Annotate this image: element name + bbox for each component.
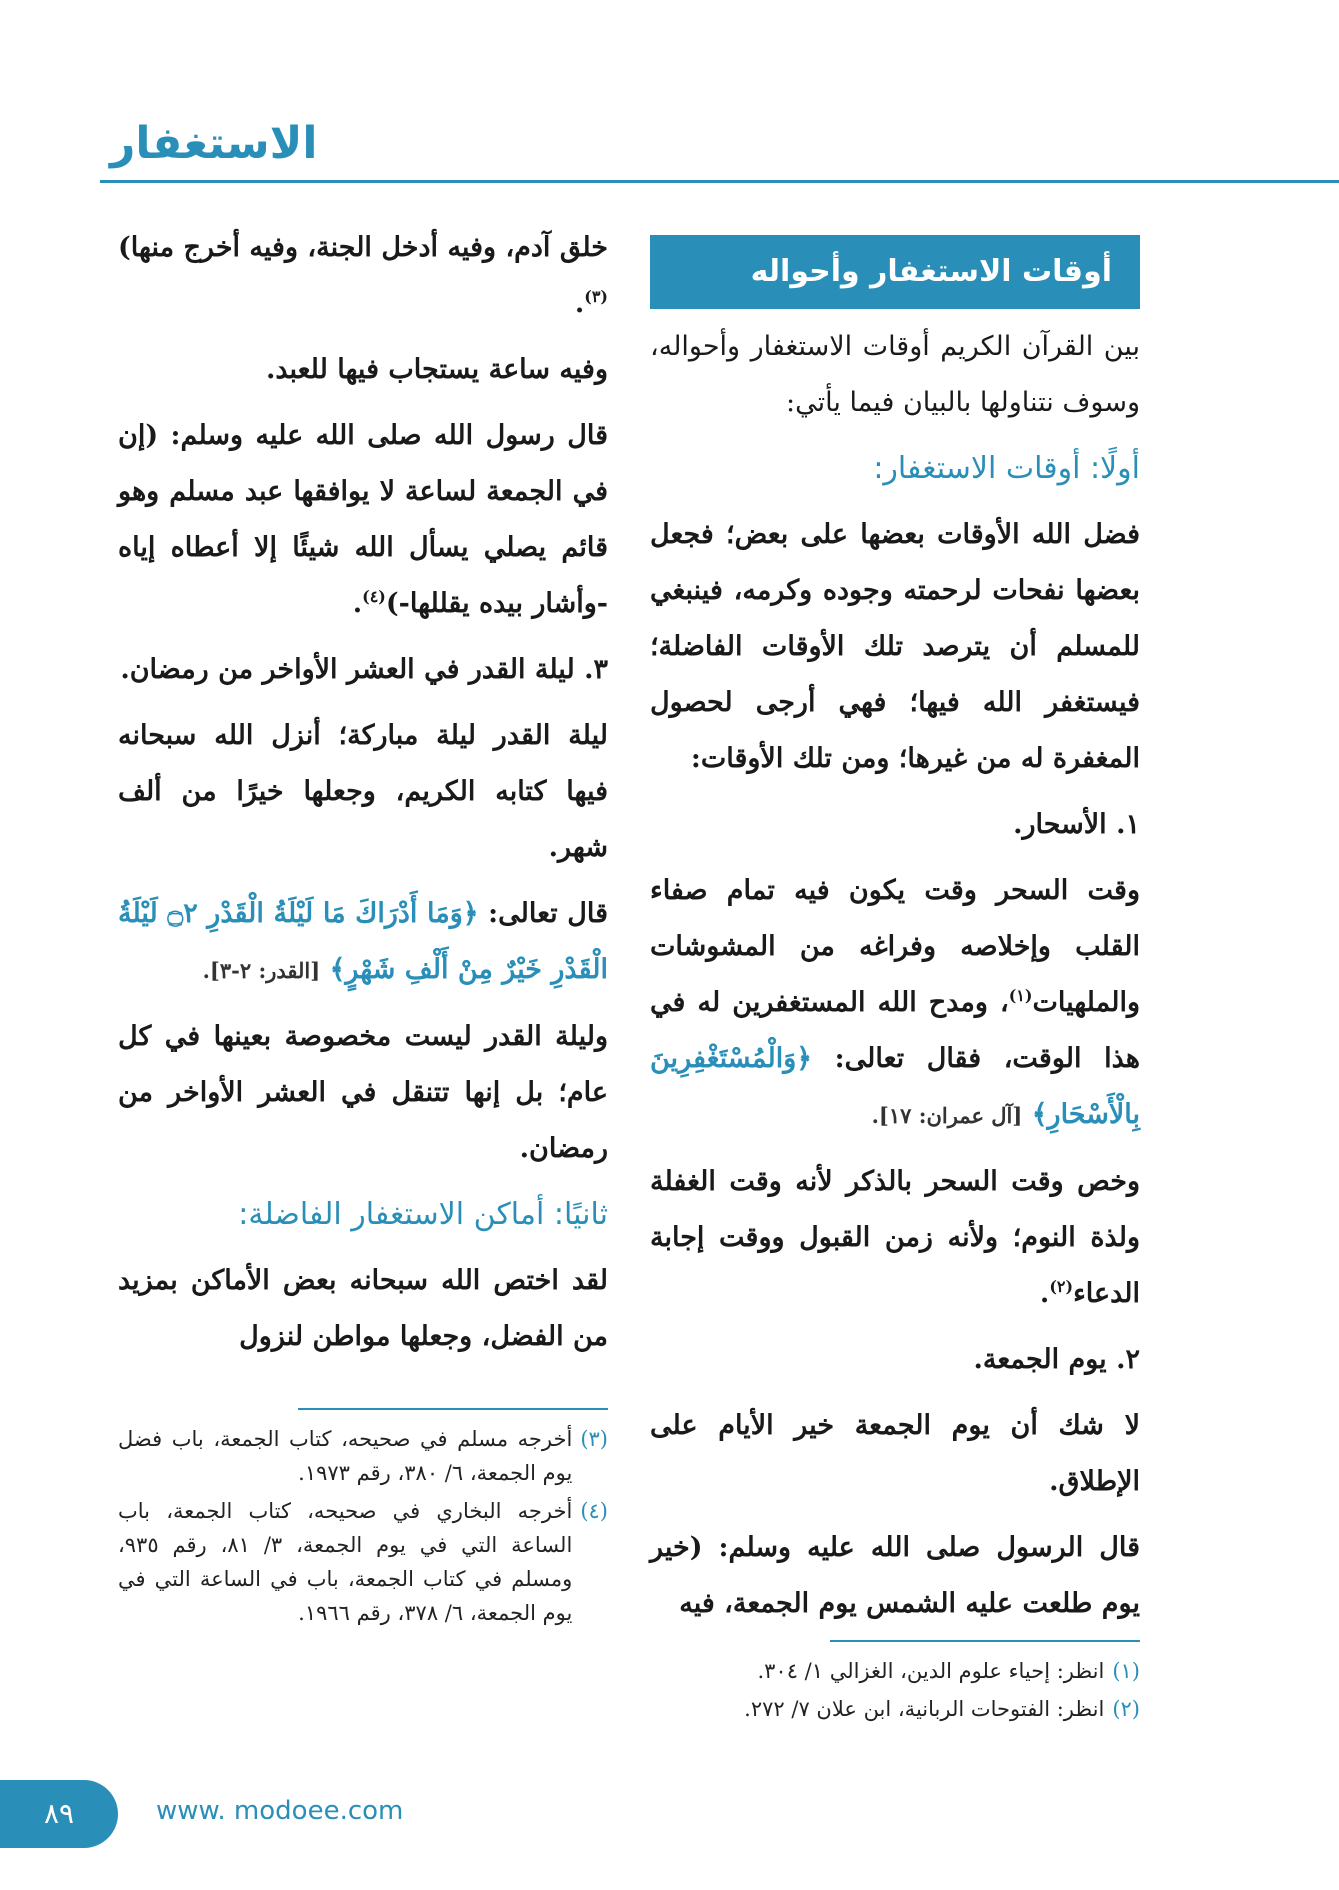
verse-reference-1: [آل عمران: ١٧]. bbox=[871, 1103, 1023, 1128]
right-column bbox=[650, 235, 1140, 1642]
footnote-text: انظر: إحياء علوم الدين، الغزالي ١/ ٣٠٤. bbox=[757, 1659, 1105, 1683]
section-title: أوقات الاستغفار وأحواله bbox=[650, 235, 1140, 309]
footnote-marker-4[interactable]: (٤) bbox=[362, 587, 386, 606]
paragraph-dawn-reason bbox=[650, 1154, 1140, 1322]
paragraph-dawn-text: وقت السحر وقت يكون فيه تمام صفاء القلب وإخلاصه وفراغه من المشوشات والملهيات bbox=[650, 875, 1140, 1018]
footnotes-right bbox=[650, 1640, 1140, 1730]
paragraph-friday-hour: وفيه ساعة يستجاب فيها للعبد. bbox=[265, 354, 608, 385]
hadith-continuation-end: . bbox=[574, 288, 585, 319]
verse-intro: قال تعالى: bbox=[488, 898, 608, 929]
paragraph-qadr-verse bbox=[118, 886, 608, 999]
paragraph-friday: لا شك أن يوم الجمعة خير الأيام على الإطلاق. bbox=[650, 1410, 1140, 1497]
footnote-item bbox=[650, 1692, 1140, 1726]
item-title-friday: ٢. يوم الجمعة. bbox=[973, 1344, 1140, 1375]
hadith-quote: (إن في الجمعة لساعة لا يوافقها عبد مسلم وهو قائم يصلي يسأل الله شيئًا إلا أعطاه إياه -وأشار بيده يقللها-) bbox=[118, 420, 608, 619]
paragraph-dawn-text-b: ، ومدح الله المستغفرين له في هذا الوقت، فقال تعالى: bbox=[650, 987, 1140, 1074]
footnote-number: (٣) bbox=[580, 1427, 608, 1451]
footnote-marker-1[interactable]: (١) bbox=[1008, 986, 1033, 1005]
paragraph-dawn-reason-text: وخص وقت السحر بالذكر لأنه وقت الغفلة ولذة النوم؛ ولأنه زمن القبول ووقت إجابة الدعاء bbox=[650, 1166, 1140, 1309]
footnote-text: أخرجه البخاري في صحيحه، كتاب الجمعة، باب الساعة التي في يوم الجمعة، ٣/ ٨١، رقم ٩٣٥، ومسلم في كتاب الجمعة، باب في الساعة التي في يوم الجمعة، ٦/ ٣٧٨، رقم ١٩٦٦. bbox=[118, 1499, 573, 1625]
footnote-number: (٢) bbox=[1112, 1697, 1140, 1721]
intro-paragraph: بين القرآن الكريم أوقات الاستغفار وأحواله، وسوف نتناولها بالبيان فيما يأتي: bbox=[650, 331, 1140, 418]
quran-verse-1: ﴿وَالْمُسْتَغْفِرِينَ بِالْأَسْحَارِ﴾ bbox=[650, 1043, 1140, 1130]
paragraph-dawn bbox=[650, 863, 1140, 1144]
footnote-number: (١) bbox=[1112, 1659, 1140, 1683]
footnotes-left bbox=[118, 1408, 608, 1634]
footnote-number: (٤) bbox=[580, 1499, 608, 1523]
subheading-places: ثانيًا: أماكن الاستغفار الفاضلة: bbox=[238, 1197, 608, 1232]
paragraph-qadr-timing: وليلة القدر ليست مخصوصة بعينها في كل عام؛ بل إنها تتنقل في العشر الأواخر من رمضان. bbox=[118, 1021, 608, 1164]
footnote-item bbox=[118, 1422, 608, 1490]
paragraph-hadith-continuation bbox=[118, 220, 608, 332]
footnote-item bbox=[118, 1494, 608, 1630]
footnote-item bbox=[650, 1654, 1140, 1688]
paragraph-friday-hour-hadith bbox=[118, 408, 608, 632]
footnote-divider-left bbox=[298, 1408, 608, 1410]
footnote-text: أخرجه مسلم في صحيحه، كتاب الجمعة، باب فضل يوم الجمعة، ٦/ ٣٨٠، رقم ١٩٧٣. bbox=[118, 1427, 573, 1485]
paragraph-dawn-reason-end: . bbox=[1039, 1278, 1050, 1309]
paragraph-friday-hadith: قال الرسول صلى الله عليه وسلم: (خير يوم طلعت عليه الشمس يوم الجمعة، فيه bbox=[650, 1532, 1140, 1619]
page-number-badge: ٨٩ bbox=[0, 1780, 118, 1848]
left-column bbox=[118, 220, 608, 1375]
item-title-dawn: ١. الأسحار. bbox=[1013, 809, 1140, 840]
hadith-continuation-text: خلق آدم، وفيه أدخل الجنة، وفيه أخرج منها) bbox=[118, 232, 608, 263]
hadith-intro: قال رسول الله صلى الله عليه وسلم: bbox=[170, 420, 608, 451]
hadith-quote-end: . bbox=[352, 588, 363, 619]
website-link[interactable]: www. modoee.com bbox=[156, 1796, 404, 1826]
header-divider bbox=[100, 180, 1339, 183]
paragraph-times-virtue: فضل الله الأوقات بعضها على بعض؛ فجعل بعضها نفحات لرحمته وجوده وكرمه، فينبغي للمسلم أن يترصد تلك الأوقات الفاضلة؛ فيستغفر الله فيها؛ فهي أرجى لحصول المغفرة له من غيرها؛ ومن تلك الأوقات: bbox=[650, 519, 1140, 774]
subheading-times: أولًا: أوقات الاستغفار: bbox=[873, 451, 1140, 486]
verse-reference-2: [القدر: ٢-٣]. bbox=[202, 958, 321, 983]
page-header-title: الاستغفار bbox=[110, 118, 318, 169]
footnote-divider-right bbox=[830, 1640, 1140, 1642]
footnote-marker-3[interactable]: (٣) bbox=[584, 287, 608, 306]
footnote-marker-2[interactable]: (٢) bbox=[1049, 1277, 1074, 1296]
paragraph-qadr: ليلة القدر ليلة مباركة؛ أنزل الله سبحانه فيها كتابه الكريم، وجعلها خيرًا من ألف شهر. bbox=[118, 720, 608, 863]
quran-verse-2: ﴿وَمَا أَدْرَاكَ مَا لَيْلَةُ الْقَدْرِ ۝٢ لَيْلَةُ الْقَدْرِ خَيْرٌ مِنْ أَلْفِ شَهْرٍ﴾ bbox=[118, 898, 608, 985]
footnote-text: انظر: الفتوحات الربانية، ابن علان ٧/ ٢٧٢. bbox=[744, 1697, 1105, 1721]
item-title-qadr: ٣. ليلة القدر في العشر الأواخر من رمضان. bbox=[120, 654, 608, 685]
paragraph-places: لقد اختص الله سبحانه بعض الأماكن بمزيد من الفضل، وجعلها مواطن لنزول bbox=[118, 1265, 608, 1352]
